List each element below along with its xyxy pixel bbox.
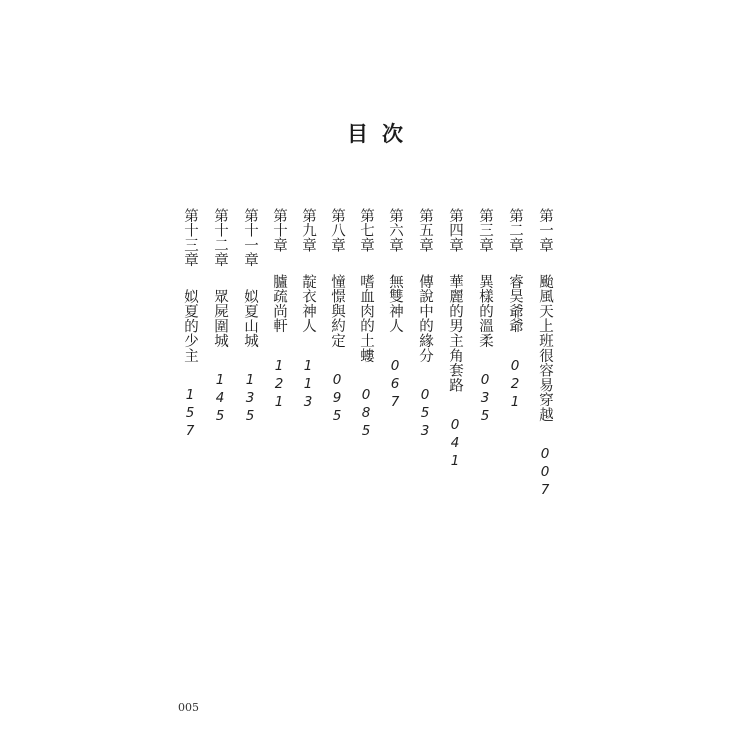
chapter-page: 121 — [271, 357, 287, 412]
chapter-number: 第二章 — [507, 208, 523, 253]
chapter-title: 姒夏的少主 — [182, 289, 198, 364]
chapter-title: 姒夏山城 — [242, 289, 258, 349]
chapter-number: 第十二章 — [212, 208, 228, 268]
toc-entry — [211, 208, 229, 426]
chapter-title: 華麗的男主角套路 — [447, 274, 463, 393]
toc-entry — [416, 208, 434, 441]
chapter-number: 第六章 — [387, 208, 403, 253]
chapter-title: 眾屍圍城 — [212, 289, 228, 349]
chapter-page: 035 — [477, 372, 493, 427]
chapter-page: 113 — [300, 357, 316, 412]
chapter-number: 第八章 — [329, 208, 345, 253]
chapter-title: 嗜血肉的土螻 — [358, 274, 374, 364]
toc-entry — [357, 208, 375, 441]
chapter-number: 第三章 — [477, 208, 493, 253]
chapter-title: 異樣的溫柔 — [477, 274, 493, 349]
chapter-number: 第十一章 — [242, 208, 258, 268]
chapter-title: 臚疏尚軒 — [271, 274, 287, 334]
toc-title: 目次 — [347, 122, 417, 146]
toc-entry — [506, 208, 524, 412]
chapter-page: 085 — [358, 387, 374, 442]
chapter-title: 颱風天上班很容易穿越 — [537, 274, 553, 423]
chapter-page: 007 — [537, 446, 553, 501]
chapter-number: 第五章 — [417, 208, 433, 253]
toc-entry — [446, 208, 464, 471]
toc-entry — [241, 208, 259, 426]
chapter-title: 憧憬與約定 — [329, 274, 345, 349]
chapter-page: 157 — [182, 387, 198, 442]
chapter-page: 135 — [242, 372, 258, 427]
chapter-title: 睿昊爺爺 — [507, 274, 523, 334]
toc-entry — [181, 208, 199, 441]
toc-entry — [299, 208, 317, 412]
chapter-title: 靛衣神人 — [300, 274, 316, 334]
toc-entry — [386, 208, 404, 412]
chapter-page: 041 — [447, 416, 463, 471]
chapter-page: 067 — [387, 357, 403, 412]
chapter-number: 第七章 — [358, 208, 374, 253]
toc-entry — [536, 208, 554, 500]
chapter-number: 第十三章 — [182, 208, 198, 268]
chapter-page: 053 — [417, 387, 433, 442]
page-number: 005 — [178, 701, 199, 714]
chapter-title: 無雙神人 — [387, 274, 403, 334]
toc-entry — [270, 208, 288, 412]
chapter-number: 第九章 — [300, 208, 316, 253]
chapter-page: 021 — [507, 357, 523, 412]
chapter-number: 第一章 — [537, 208, 553, 253]
chapter-page: 145 — [212, 372, 228, 427]
chapter-number: 第十章 — [271, 208, 287, 253]
chapter-number: 第四章 — [447, 208, 463, 253]
chapter-page: 095 — [329, 372, 345, 427]
toc-entry — [328, 208, 346, 426]
chapter-title: 傳說中的緣分 — [417, 274, 433, 364]
toc-entry — [476, 208, 494, 426]
